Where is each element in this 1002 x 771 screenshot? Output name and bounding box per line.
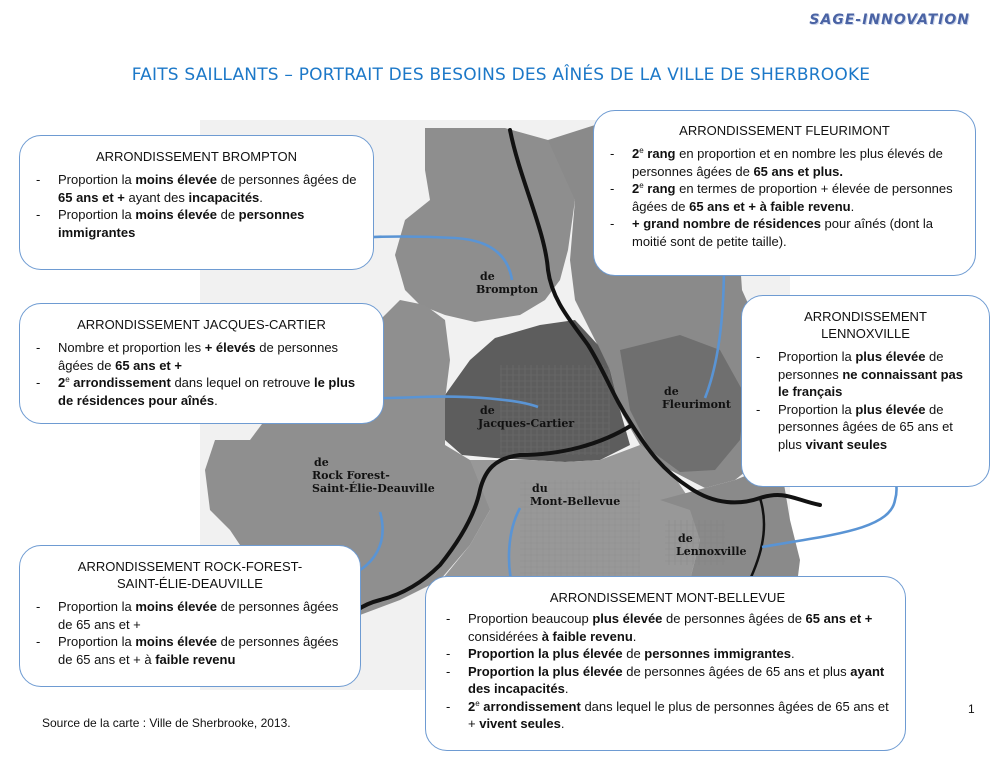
box-list (446, 610, 889, 733)
list-item: - Proportion la moins élevée de personnes âgées de 65 ans et + ayant des incapacités. (36, 171, 357, 206)
map-label-lennoxville: de Lennoxville (676, 532, 747, 558)
page-title: FAITS SAILLANTS – PORTRAIT DES BESOINS DES AÎNÉS DE LA VILLE DE SHERBROOKE (131, 65, 871, 85)
map-label-brompton: de Brompton (476, 270, 539, 296)
list-item: - + grand nombre de résidences pour aînés (dont la moitié sont de petite taille). (610, 215, 959, 250)
box-title: ARRONDISSEMENT FLEURIMONT (679, 123, 890, 138)
map-source-note: Source de la carte : Ville de Sherbrooke, 2013. (42, 716, 291, 730)
box-title: ARRONDISSEMENT MONT-BELLEVUE (549, 590, 786, 605)
list-item: - Proportion la moins élevée de personnes âgées de 65 ans et + à faible revenu (36, 633, 344, 668)
box-list (36, 598, 344, 668)
box-list (756, 348, 975, 453)
box-brompton (19, 135, 374, 270)
box-list (610, 145, 959, 250)
box-title: ARRONDISSEMENT JACQUES-CARTIER (77, 317, 326, 332)
map-label-fleurimont: de Fleurimont (662, 385, 732, 411)
map-label-mont-bellevue: du Mont-Bellevue (530, 482, 621, 508)
list-item: - Proportion la plus élevée de personnes âgées de 65 ans et plus vivant seules (756, 401, 975, 454)
list-item: - 2e arrondissement dans lequel on retrouve le plus de résidences pour aînés. (36, 374, 367, 409)
box-title: ARRONDISSEMENT LENNOXVILLE (804, 309, 927, 341)
box-rock-forest (19, 545, 361, 687)
box-mont-bellevue (425, 576, 906, 751)
box-list (36, 339, 367, 409)
map-label-jacques-cartier: de Jacques-Cartier (478, 404, 575, 430)
list-item: - Proportion la plus élevée de personnes ne connaissant pas le français (756, 348, 975, 401)
box-lennoxville (741, 295, 990, 487)
list-item: - Proportion la plus élevée de personnes immigrantes. (446, 645, 889, 663)
list-item: - Proportion la moins élevée de personnes immigrantes (36, 206, 357, 241)
list-item: - Proportion la moins élevée de personnes âgées de 65 ans et + (36, 598, 344, 633)
map-label-rock-forest: de Rock Forest- Saint-Élie-Deauville (312, 456, 435, 495)
list-item: - Nombre et proportion les + élevés de personnes âgées de 65 ans et + (36, 339, 367, 374)
list-item: - 2e rang en termes de proportion + élevée de personnes âgées de 65 ans et + à faible revenu. (610, 180, 959, 215)
box-jacques-cartier (19, 303, 384, 424)
box-title: ARRONDISSEMENT ROCK-FOREST-SAINT-ÉLIE-DEAUVILLE (77, 559, 303, 591)
box-list (36, 171, 357, 241)
sage-innovation-logo: SAGE-INNOVATION (809, 12, 970, 28)
box-fleurimont (593, 110, 976, 276)
list-item: - Proportion la plus élevée de personnes âgées de 65 ans et plus ayant des incapacités. (446, 663, 889, 698)
list-item: - 2e arrondissement dans lequel le plus de personnes âgées de 65 ans et + vivent seules. (446, 698, 889, 733)
page-number: 1 (968, 702, 975, 716)
list-item: - 2e rang en proportion et en nombre les plus élevés de personnes âgées de 65 ans et plus. (610, 145, 959, 180)
list-item: - Proportion beaucoup plus élevée de personnes âgées de 65 ans et + considérées à faible revenu. (446, 610, 889, 645)
box-title: ARRONDISSEMENT BROMPTON (95, 149, 298, 164)
